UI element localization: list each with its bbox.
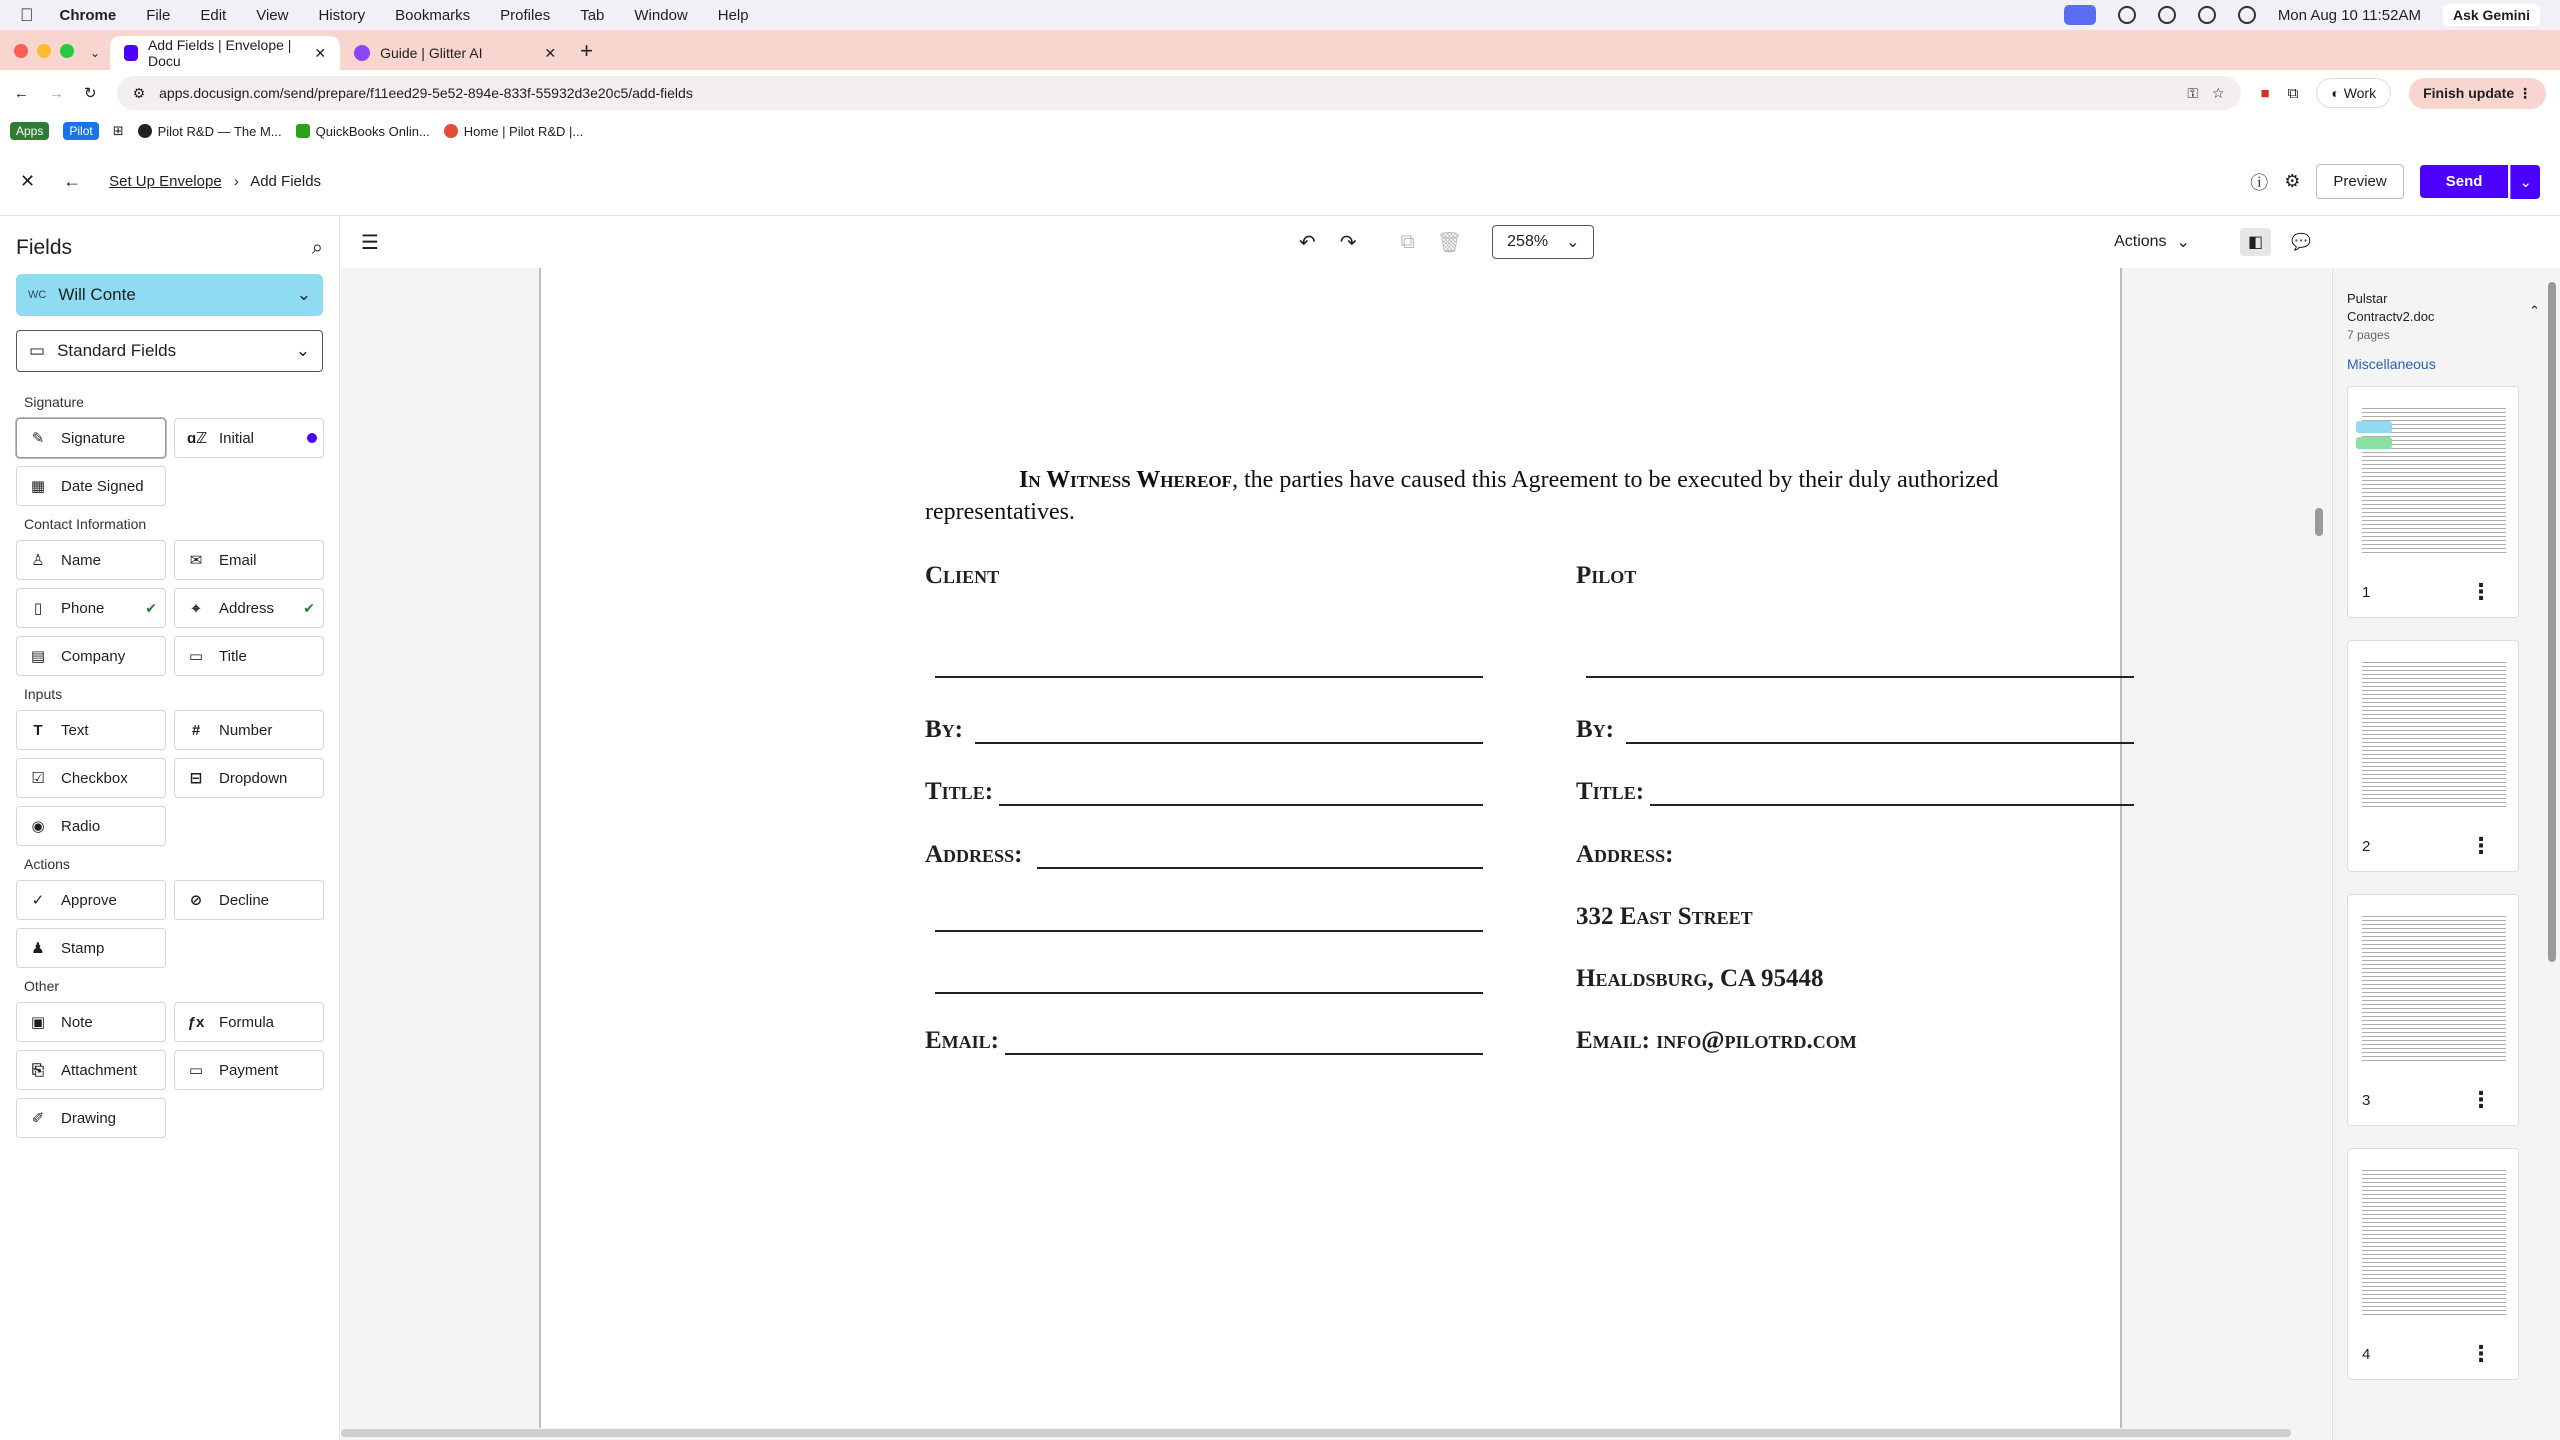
page-thumbnail[interactable] bbox=[2347, 386, 2519, 618]
screen-share-icon[interactable] bbox=[2064, 5, 2096, 25]
chevron-up-icon[interactable]: ⌃ bbox=[2529, 303, 2540, 318]
undo-icon[interactable]: ↶ bbox=[1298, 231, 1316, 254]
brightness-icon[interactable] bbox=[2158, 6, 2176, 24]
field-label: Drawing bbox=[61, 1109, 117, 1127]
ask-gemini-button[interactable]: Ask Gemini bbox=[2443, 4, 2540, 26]
window-controls bbox=[0, 44, 74, 70]
document-info bbox=[2347, 290, 2546, 344]
pilot-by-line bbox=[1626, 742, 2134, 744]
client-address-line-2 bbox=[935, 930, 1483, 932]
breadcrumb-add-fields: Add Fields bbox=[250, 173, 322, 190]
client-email-line bbox=[1005, 1053, 1483, 1055]
client-by-label: By: bbox=[925, 716, 963, 743]
more-options-icon[interactable]: ⋮ bbox=[2470, 579, 2492, 604]
menu-edit[interactable]: Edit bbox=[186, 6, 213, 24]
field-label: Address bbox=[219, 599, 275, 617]
breadcrumb-set-up-envelope[interactable]: Set Up Envelope bbox=[109, 173, 222, 190]
breadcrumb-separator-icon: › bbox=[233, 173, 239, 190]
payment-card-icon: ▭ bbox=[188, 1062, 204, 1079]
back-arrow-icon[interactable]: ← bbox=[63, 171, 82, 191]
vertical-scrollbar[interactable] bbox=[2315, 508, 2323, 536]
field-title[interactable] bbox=[174, 636, 324, 676]
client-address-line-3 bbox=[935, 992, 1483, 994]
apple-icon[interactable] bbox=[20, 5, 34, 26]
page-thumbnail[interactable] bbox=[2347, 1148, 2519, 1380]
field-label: Title bbox=[219, 647, 247, 665]
bookmark-star-icon[interactable]: ☆ bbox=[2211, 84, 2225, 101]
field-label: Note bbox=[61, 1013, 93, 1031]
maximize-window-icon[interactable] bbox=[60, 44, 74, 58]
toolbar-right bbox=[2261, 78, 2546, 109]
send-button[interactable]: Send bbox=[2420, 165, 2509, 198]
pages-scrollbar[interactable] bbox=[2548, 282, 2556, 962]
bookmark-pilot[interactable]: Pilot bbox=[63, 122, 98, 140]
menu-tab[interactable]: Tab bbox=[566, 6, 591, 24]
macos-menu-bar bbox=[0, 0, 2560, 30]
redo-icon[interactable]: ↷ bbox=[1339, 231, 1357, 254]
client-email-label: Email: bbox=[925, 1027, 999, 1054]
prohibited-icon: ⊘ bbox=[189, 892, 203, 909]
address-bar[interactable] bbox=[117, 76, 2241, 110]
menu-file[interactable]: File bbox=[132, 6, 157, 24]
wifi-icon[interactable] bbox=[2198, 6, 2216, 24]
field-label: Radio bbox=[61, 817, 101, 835]
field-company[interactable] bbox=[16, 636, 166, 676]
field-label: Approve bbox=[61, 891, 117, 909]
page-thumbnail[interactable] bbox=[2347, 640, 2519, 872]
chevron-down-icon: ⌄ bbox=[295, 341, 310, 360]
field-attachment[interactable] bbox=[16, 1050, 166, 1090]
page-number: 4 bbox=[2362, 1346, 2371, 1363]
preview-button[interactable]: Preview bbox=[2316, 164, 2403, 199]
close-icon[interactable]: ✕ bbox=[20, 171, 36, 191]
profile-label: Work bbox=[2343, 85, 2377, 101]
bookmark-item[interactable] bbox=[296, 124, 430, 139]
field-label: Payment bbox=[219, 1061, 279, 1079]
note-icon: ▣ bbox=[30, 1014, 46, 1031]
tab-docusign[interactable] bbox=[110, 36, 340, 70]
input-fields bbox=[16, 710, 323, 846]
home-favicon-icon bbox=[444, 124, 458, 138]
field-signature[interactable] bbox=[16, 418, 166, 458]
action-fields bbox=[16, 880, 323, 968]
password-key-icon[interactable]: ⚿ bbox=[2187, 84, 2198, 101]
formula-icon: ƒx bbox=[187, 1013, 205, 1031]
pages-view-icon[interactable]: ◧ bbox=[2240, 228, 2271, 256]
verified-shield-icon: ✔ bbox=[145, 599, 157, 616]
tab-list-chevron-icon[interactable]: ⌄ bbox=[90, 46, 101, 60]
pilot-street: 332 East Street bbox=[1576, 903, 1753, 930]
required-dot-icon bbox=[307, 433, 317, 443]
document-group: Miscellaneous bbox=[2347, 356, 2436, 372]
new-tab-icon[interactable]: + bbox=[580, 38, 593, 63]
field-label: Phone bbox=[61, 599, 105, 617]
field-payment[interactable] bbox=[174, 1050, 324, 1090]
pilot-title-label: Title: bbox=[1576, 778, 1645, 805]
section-inputs: Inputs bbox=[24, 686, 63, 702]
field-note[interactable] bbox=[16, 1002, 166, 1042]
field-label: Company bbox=[61, 647, 126, 665]
breadcrumb bbox=[109, 173, 321, 190]
canvas-toolbar bbox=[341, 216, 2331, 268]
pilot-address-label: Address: bbox=[1576, 841, 1674, 868]
bookmark-item[interactable] bbox=[138, 124, 282, 139]
field-label: Formula bbox=[219, 1013, 275, 1031]
initials-icon: ɑℤ bbox=[187, 430, 208, 447]
clock[interactable]: Mon Aug 10 11:52AM bbox=[2277, 6, 2421, 24]
tab-title: Guide | Glitter AI bbox=[380, 45, 483, 61]
send-options-chevron-icon[interactable]: ⌄ bbox=[2510, 165, 2540, 199]
brush-icon: ✐ bbox=[31, 1110, 45, 1127]
menu-chrome[interactable]: Chrome bbox=[46, 6, 103, 24]
fields-title: Fields bbox=[16, 236, 73, 259]
pilot-city: Healdsburg, CA 95448 bbox=[1576, 965, 1824, 992]
zoom-select[interactable] bbox=[1492, 225, 1594, 259]
docusign-favicon-icon bbox=[124, 45, 138, 61]
field-initial[interactable] bbox=[174, 418, 324, 458]
field-address[interactable] bbox=[174, 588, 324, 628]
document-canvas[interactable] bbox=[341, 268, 2331, 1440]
bookmark-label: Pilot R&D — The M... bbox=[157, 123, 282, 139]
email-icon: ✉ bbox=[189, 552, 203, 569]
field-number[interactable] bbox=[174, 710, 324, 750]
extension-icon[interactable]: ■ bbox=[2260, 84, 2270, 102]
site-info-icon[interactable]: ⚙ bbox=[132, 84, 146, 101]
signature-fields bbox=[16, 418, 323, 506]
field-tag bbox=[2356, 437, 2392, 449]
field-label: Checkbox bbox=[61, 769, 128, 787]
close-tab-icon[interactable]: ✕ bbox=[314, 44, 327, 61]
recipient-selector[interactable] bbox=[16, 274, 323, 316]
pen-icon: ✎ bbox=[31, 430, 45, 447]
menu-window[interactable]: Window bbox=[620, 6, 675, 24]
field-checkbox[interactable] bbox=[16, 758, 166, 798]
comments-icon[interactable]: 💬 bbox=[2291, 234, 2311, 251]
search-icon[interactable]: ⌕ bbox=[311, 236, 323, 259]
section-contact: Contact Information bbox=[24, 516, 147, 532]
minimize-window-icon[interactable] bbox=[37, 44, 51, 58]
header-actions bbox=[2250, 164, 2540, 199]
more-options-icon[interactable]: ⋮ bbox=[2470, 833, 2492, 858]
page-preview bbox=[2362, 913, 2506, 1063]
attachment-icon: ⎘ bbox=[31, 1061, 44, 1079]
pilot-title-line bbox=[1650, 804, 2134, 806]
check-icon: ✓ bbox=[31, 892, 45, 909]
copy-icon[interactable]: ⧉ bbox=[1400, 230, 1415, 253]
field-label: Name bbox=[61, 551, 102, 569]
tab-strip bbox=[0, 30, 2560, 70]
actions-label: Actions bbox=[2114, 233, 2167, 250]
pages-panel bbox=[2332, 268, 2560, 1440]
bookmark-label: Home | Pilot R&D |... bbox=[463, 123, 584, 139]
back-icon[interactable]: ← bbox=[14, 84, 29, 102]
field-radio[interactable] bbox=[16, 806, 166, 846]
witness-heading: In Witness Whereof bbox=[1019, 467, 1233, 493]
menu-view[interactable]: View bbox=[242, 6, 275, 24]
page-thumbnail[interactable] bbox=[2347, 894, 2519, 1126]
client-address-label: Address: bbox=[925, 841, 1023, 868]
dropdown-icon: ⊟ bbox=[189, 770, 203, 787]
field-label: Date Signed bbox=[61, 477, 144, 495]
client-signature-line bbox=[935, 676, 1483, 678]
field-drawing[interactable] bbox=[16, 1098, 166, 1138]
browser-toolbar bbox=[0, 70, 2560, 116]
profile-chip[interactable]: ◐ Work bbox=[2316, 78, 2391, 108]
tab-title: Add Fields | Envelope | Docu bbox=[147, 37, 292, 69]
section-actions: Actions bbox=[24, 856, 70, 872]
help-icon[interactable]: ⓘ bbox=[2250, 172, 2269, 193]
recipient-initials: WC bbox=[28, 289, 47, 301]
bookmark-label: QuickBooks Onlin... bbox=[315, 123, 430, 139]
person-icon: ♙ bbox=[31, 552, 45, 569]
field-label: Initial bbox=[219, 429, 255, 447]
forward-icon[interactable]: → bbox=[49, 84, 64, 102]
client-title-label: Title: bbox=[925, 778, 994, 805]
section-signature: Signature bbox=[24, 394, 84, 410]
page-preview bbox=[2362, 1167, 2506, 1317]
more-options-icon[interactable]: ⋮ bbox=[2470, 1341, 2492, 1366]
book-icon: ▭ bbox=[29, 341, 46, 360]
reload-icon[interactable]: ↻ bbox=[84, 85, 97, 102]
bookmarks-bar bbox=[0, 116, 2560, 146]
field-label: Email bbox=[219, 551, 257, 569]
document-name: Pulstar Contractv2.doc bbox=[2347, 291, 2435, 324]
tab-glitter[interactable] bbox=[340, 36, 570, 70]
menu-profiles[interactable]: Profiles bbox=[486, 6, 537, 24]
extensions-puzzle-icon[interactable]: ⧉ bbox=[2287, 84, 2299, 102]
bookmark-apps[interactable]: Apps bbox=[10, 122, 49, 140]
url-text[interactable]: apps.docusign.com/send/prepare/f11eed29-5e52-894e-833f-55932d3e20c5/add-fields bbox=[159, 85, 693, 101]
field-set-selector[interactable] bbox=[16, 330, 323, 372]
document-page[interactable] bbox=[539, 268, 2122, 1428]
field-phone[interactable] bbox=[16, 588, 166, 628]
calendar-icon: ▦ bbox=[30, 478, 46, 495]
actions-menu[interactable] bbox=[2114, 228, 2311, 256]
toggle-panel-icon[interactable]: ☰ bbox=[361, 231, 379, 254]
finish-update-button[interactable]: Finish update ⋮ bbox=[2409, 78, 2546, 109]
search-status-icon[interactable] bbox=[2118, 6, 2136, 24]
field-label: Attachment bbox=[61, 1061, 137, 1079]
field-label: Signature bbox=[61, 429, 126, 447]
page-count: 7 pages bbox=[2347, 328, 2390, 342]
page-number: 1 bbox=[2362, 584, 2371, 601]
text-icon: T bbox=[33, 721, 43, 739]
status-area bbox=[2064, 4, 2540, 26]
field-label: Text bbox=[61, 721, 89, 739]
pilot-signature-line bbox=[1586, 676, 2134, 678]
horizontal-scrollbar[interactable] bbox=[341, 1429, 2291, 1437]
field-name[interactable] bbox=[16, 540, 166, 580]
more-options-icon[interactable]: ⋮ bbox=[2470, 1087, 2492, 1112]
pilot-label: Pilot bbox=[1576, 562, 1637, 589]
delete-icon[interactable]: 🗑 bbox=[1436, 231, 1463, 254]
section-other: Other bbox=[24, 978, 60, 994]
witness-clause bbox=[925, 464, 2135, 528]
field-email[interactable] bbox=[174, 540, 324, 580]
bookmark-item[interactable] bbox=[444, 124, 583, 139]
apps-grid-icon[interactable]: ⊞ bbox=[112, 123, 124, 138]
field-label: Number bbox=[219, 721, 273, 739]
field-approve[interactable] bbox=[16, 880, 166, 920]
radio-icon: ◉ bbox=[31, 818, 45, 835]
witness-text: , the parties have caused this Agreement to be executed by their duly authorized representatives. bbox=[925, 467, 1999, 525]
pilot-email: Email: info@pilotrd.com bbox=[1576, 1027, 1857, 1054]
client-address-line bbox=[1037, 867, 1483, 869]
phone-icon: ▯ bbox=[33, 600, 43, 617]
control-center-icon[interactable] bbox=[2238, 6, 2256, 24]
contact-fields bbox=[16, 540, 323, 676]
quickbooks-favicon-icon bbox=[296, 124, 310, 138]
building-icon: ▤ bbox=[30, 648, 46, 665]
app-header bbox=[0, 148, 2560, 216]
field-label: Dropdown bbox=[219, 769, 288, 787]
menu-bookmarks[interactable]: Bookmarks bbox=[381, 6, 457, 24]
other-fields bbox=[16, 1002, 323, 1138]
field-stamp[interactable] bbox=[16, 928, 166, 968]
client-by-line bbox=[975, 742, 1483, 744]
field-label: Decline bbox=[219, 891, 270, 909]
chevron-down-icon: ⌄ bbox=[296, 285, 311, 304]
id-card-icon: ▭ bbox=[188, 648, 204, 665]
field-text[interactable] bbox=[16, 710, 166, 750]
verified-shield-icon: ✔ bbox=[303, 599, 315, 616]
settings-gear-icon[interactable]: ⚙ bbox=[2284, 171, 2301, 191]
page-preview bbox=[2362, 659, 2506, 809]
checkbox-icon: ☑ bbox=[31, 770, 45, 787]
field-set-label: Standard Fields bbox=[57, 341, 177, 360]
hash-icon: # bbox=[191, 721, 201, 739]
close-window-icon[interactable] bbox=[14, 44, 28, 58]
stamp-icon: ♟ bbox=[31, 940, 45, 957]
menu-help[interactable]: Help bbox=[704, 6, 736, 24]
glitter-favicon-icon bbox=[354, 45, 370, 61]
page-number: 2 bbox=[2362, 838, 2371, 855]
close-tab-icon[interactable]: ✕ bbox=[544, 44, 557, 61]
pilot-favicon-icon bbox=[138, 124, 152, 138]
field-tag bbox=[2356, 421, 2392, 433]
page-number: 3 bbox=[2362, 1092, 2371, 1109]
client-label: Client bbox=[925, 562, 1000, 589]
fields-panel-header bbox=[16, 236, 323, 260]
chevron-down-icon: ⌄ bbox=[1566, 234, 1580, 251]
finish-update-label: Finish update bbox=[2423, 84, 2515, 101]
pilot-by-label: By: bbox=[1576, 716, 1614, 743]
fields-panel bbox=[0, 216, 340, 1440]
field-decline[interactable] bbox=[174, 880, 324, 920]
location-pin-icon: ⌖ bbox=[191, 599, 201, 617]
client-title-line bbox=[999, 804, 1483, 806]
field-dropdown[interactable] bbox=[174, 758, 324, 798]
field-date-signed[interactable] bbox=[16, 466, 166, 506]
field-label: Stamp bbox=[61, 939, 105, 957]
chevron-down-icon: ⌄ bbox=[2176, 234, 2190, 251]
menu-history[interactable]: History bbox=[304, 6, 352, 24]
recipient-name: Will Conte bbox=[58, 285, 136, 304]
field-formula[interactable] bbox=[174, 1002, 324, 1042]
zoom-value: 258% bbox=[1507, 233, 1549, 250]
app-menu bbox=[46, 6, 749, 24]
